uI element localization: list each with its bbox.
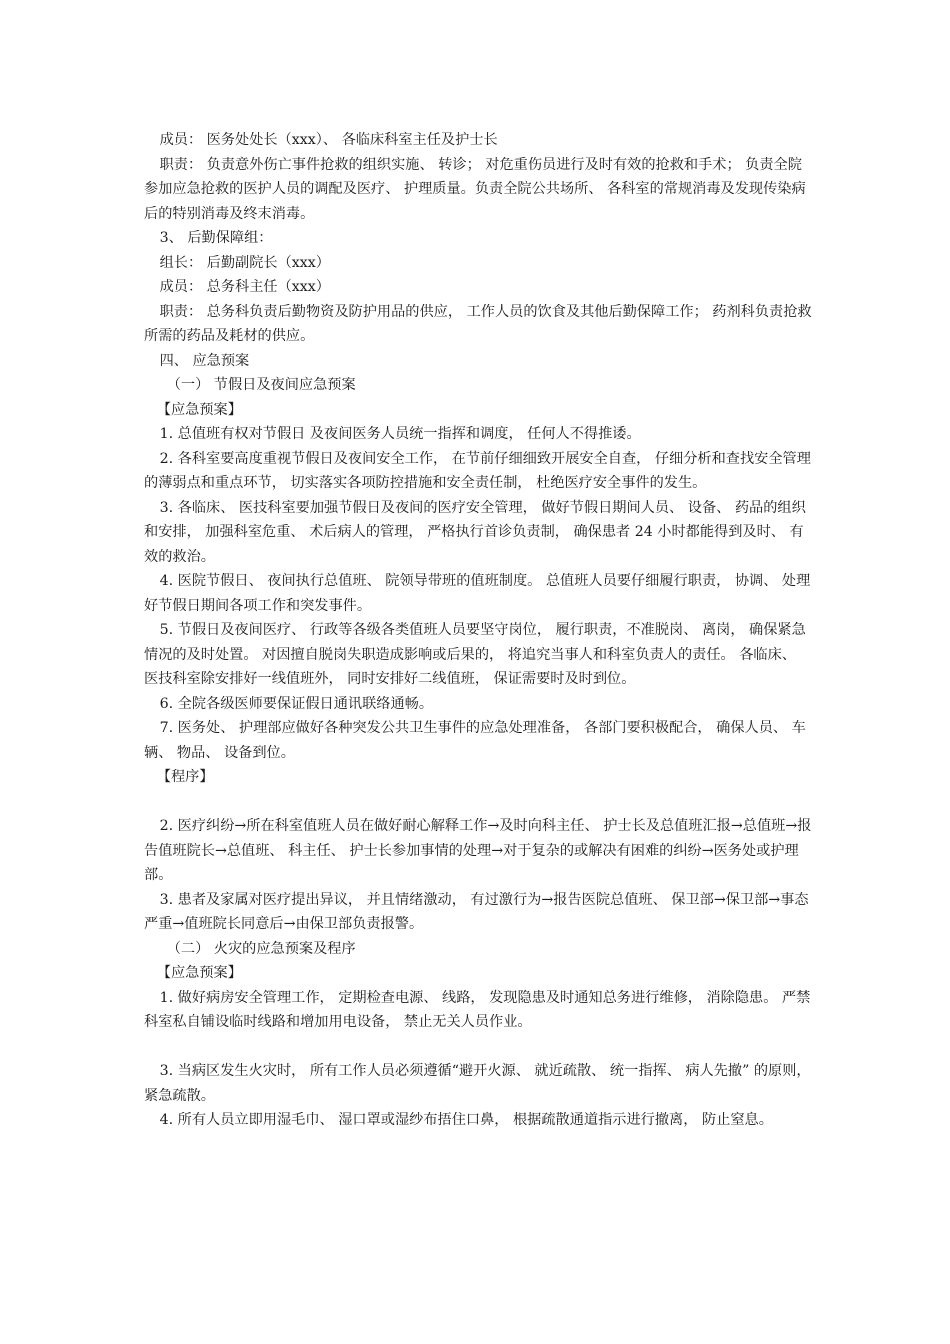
duty-paragraph-logistics: 职责： 总务科负责后勤物资及防护用品的供应， 工作人员的饮食及其他后勤保障工作； 药剂科负责抢救所需的药品及耗材的供应。 <box>144 303 812 344</box>
document-body <box>144 128 812 1133</box>
member-line-medical: 成员： 医务处处长（xxx）、 各临床科室主任及护士长 <box>159 132 498 148</box>
fire-plan-item-4: 4. 所有人员立即用湿毛巾、 湿口罩或湿纱布捂住口鼻， 根据疏散通道指示进行撤离， 防止窒息。 <box>159 1112 773 1128</box>
fire-plan-item-1: 1. 做好病房安全管理工作， 定期检查电源、 线路， 发现隐患及时通知总务进行维修， 消除隐患。 严禁科室私自铺设临时线路和增加用电设备， 禁止无关人员作业。 <box>144 989 811 1030</box>
subsection-heading-holiday-night: （一） 节假日及夜间应急预案 <box>166 377 356 393</box>
member-line-logistics: 成员： 总务科主任（xxx） <box>159 279 330 295</box>
plan-item-3: 3. 各临床、 医技科室要加强节假日及夜间的医疗安全管理， 做好节假日期间人员、 设备、 药品的组织和安排， 加强科室危重、 术后病人的管理， 严格执行首诊负责制， 确保患者 24 小时都能得到及时、 有效的救治。 <box>144 499 806 565</box>
subsection-heading-fire: （二） 火灾的应急预案及程序 <box>166 940 356 957</box>
duty-paragraph-medical: 职责： 负责意外伤亡事件抢救的组织实施、 转诊； 对危重伤员进行及时有效的抢救和手术； 负责全院参加应急抢救的医护人员的调配及医疗、 护理质量。负责全院公共场所、 各科室的常规消毒及发现传染病后的特别消毒及终末消毒。 <box>144 156 806 222</box>
bracket-heading-procedure: 【程序】 <box>156 769 214 785</box>
leader-line-logistics: 组长： 后勤副院长（xxx） <box>159 254 330 271</box>
chapter-heading-emergency-plan: 四、 应急预案 <box>159 352 250 369</box>
plan-item-7: 7. 医务处、 护理部应做好各种突发公共卫生事件的应急处理准备， 各部门要积极配合， 确保人员、 车辆、 物品、 设备到位。 <box>144 720 806 761</box>
bracket-heading-fire-plan: 【应急预案】 <box>156 965 242 981</box>
procedure-item-3: 3. 患者及家属对医疗提出异议， 并且情绪激动， 有过激行为→报告医院总值班、 保卫部→保卫部→事态严重→值班院长同意后→由保卫部负责报警。 <box>144 891 809 932</box>
plan-item-6: 6. 全院各级医师要保证假日通讯联络通畅。 <box>159 695 434 712</box>
plan-item-4: 4. 医院节假日、 夜间执行总值班、 院领导带班的值班制度。 总值班人员要仔细履行职责， 协调、 处理好节假日期间各项工作和突发事件。 <box>144 573 811 614</box>
plan-item-2: 2. 各科室要高度重视节假日及夜间安全工作， 在节前仔细细致开展安全自查， 仔细分析和查找安全管理的薄弱点和重点环节， 切实落实各项防控措施和安全责任制， 杜绝医疗安全事件的发生。 <box>144 450 811 491</box>
plan-item-1: 1. 总值班有权对节假日 及夜间医务人员统一指挥和调度， 任何人不得推诿。 <box>159 426 641 442</box>
procedure-item-2: 2. 医疗纠纷→所在科室值班人员在做好耐心解释工作→及时向科主任、 护士长及总值班汇报→总值班→报告值班院长→总值班、 科主任、 护士长参加事情的处理→对于复杂的或解决有困难的纠纷→医务处或护理部。 <box>144 818 812 883</box>
fire-plan-item-3: 3. 当病区发生火灾时， 所有工作人员必须遵循“避开火源、 就近疏散、 统一指挥、 病人先撤” 的原则， 紧急疏散。 <box>144 1063 811 1104</box>
plan-item-5: 5. 节假日及夜间医疗、 行政等各级各类值班人员要坚守岗位， 履行职责，不准脱岗、 离岗， 确保紧急情况的及时处置。 对因擅自脱岗失职造成影响或后果的， 将追究当事人和科室负责人的责任。 各临床、 医技科室除安排好一线值班外， 同时安排好二线值班， 保证需要时及时到位。 <box>144 622 806 687</box>
blank-line <box>144 1035 812 1060</box>
blank-line <box>144 790 812 815</box>
bracket-heading-plan: 【应急预案】 <box>156 401 242 418</box>
section-logistics-heading: 3、 后勤保障组： <box>159 230 273 246</box>
